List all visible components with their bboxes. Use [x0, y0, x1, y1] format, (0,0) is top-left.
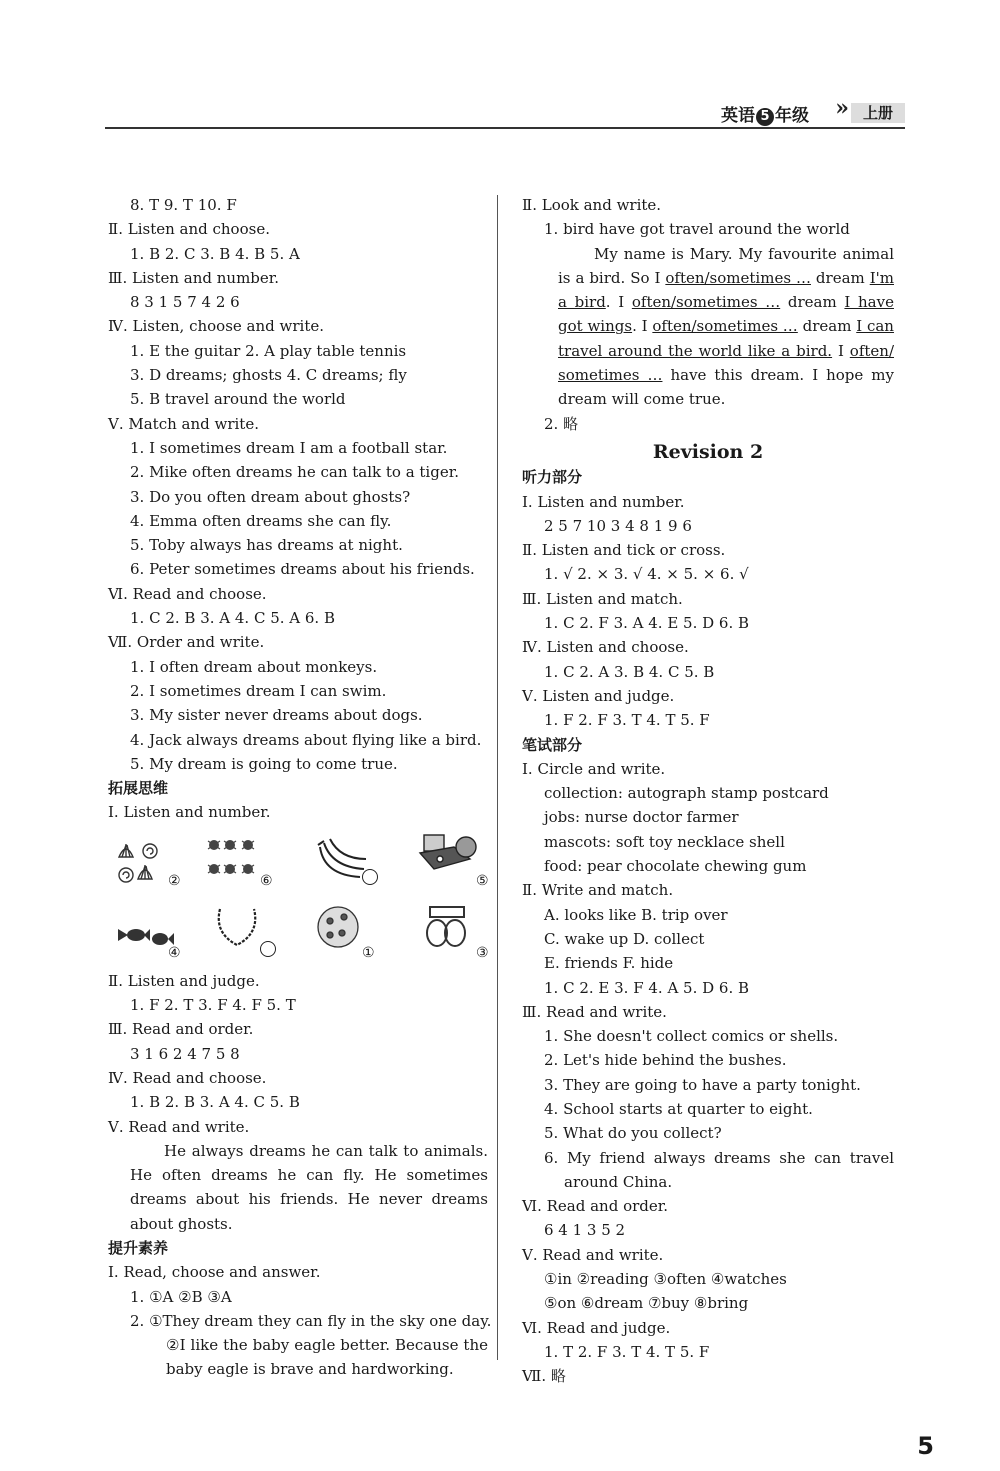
answer-line: 5. B travel around the world [130, 390, 346, 409]
question-heading: Ⅰ. Listen and number. [108, 803, 271, 822]
pizza-icon [314, 903, 364, 960]
question-heading: Ⅲ. Read and order. [108, 1020, 254, 1039]
answer-line: 1. She doesn't collect comics or shells. [544, 1027, 839, 1046]
answer-line: 4. Jack always dreams about flying like a bird. [130, 730, 482, 749]
question-heading: Ⅰ. Circle and write. [522, 759, 666, 778]
subject-label: 英语 5 年级 [721, 106, 809, 126]
number-circle: ③ [476, 944, 489, 961]
question-heading: Ⅲ. Listen and number. [108, 268, 280, 287]
answer-line: 5. What do you collect? [544, 1124, 722, 1143]
answer-line: 2. I sometimes dream I can swim. [130, 681, 387, 700]
answer-line: 1. √ 2. × 3. √ 4. × 5. × 6. √ [544, 565, 749, 584]
answer-line: 3. My sister never dreams about dogs. [130, 706, 423, 725]
answer-line: 1. C 2. F 3. A 4. E 5. D 6. B [544, 614, 750, 633]
question-heading: Ⅶ. Order and write. [108, 633, 265, 652]
empty-answer-circle [362, 869, 378, 893]
picture-row-1 [108, 825, 488, 897]
number-circle: ④ [168, 944, 181, 961]
left-column [108, 193, 492, 1382]
answer-line: 5. Toby always has dreams at night. [130, 536, 403, 555]
answer-line: 2. Mike often dreams he can talk to a tiger. [130, 463, 460, 482]
question-heading: Ⅵ. Read and choose. [108, 584, 267, 603]
answer-line: 1. ①A ②B ③A [130, 1287, 232, 1306]
right-column [522, 193, 894, 1389]
bugs-icon [206, 835, 262, 892]
section-heading: 提升素养 [108, 1238, 169, 1257]
question-heading: Ⅱ. Listen and tick or cross. [522, 541, 726, 560]
section-heading: 拓展思维 [108, 779, 169, 798]
grade-badge: 5 [756, 108, 774, 126]
answer-line: 2 5 7 10 3 4 8 1 9 6 [544, 516, 692, 535]
answer-line: 1. I often dream about monkeys. [130, 657, 378, 676]
section-heading: 听力部分 [522, 468, 583, 487]
candy-icon [114, 915, 174, 962]
question-heading: Ⅲ. Listen and match. [522, 589, 683, 608]
answer-line: 1. E the guitar 2. A play table tennis [130, 341, 407, 360]
answer-paragraph: My name is Mary. My favourite animal is a bird. So I often/sometimes … dream I'm a bird. I often/sometimes … dream I have got wings. I often/sometimes … dream I can travel around the world like a bird. I often/ sometimes … have this dream. I hope my dream will come true. [558, 244, 894, 409]
answer-line: 8. T 9. T 10. F [130, 196, 237, 214]
answer-line: 6. Peter sometimes dreams about his friends. [130, 560, 475, 579]
chevron-right-icon: » [835, 95, 843, 121]
shells-icon [114, 835, 174, 892]
answer-line: 6 4 1 3 5 2 [544, 1221, 626, 1240]
answer-line: 1. T 2. F 3. T 4. T 5. F [544, 1342, 710, 1361]
answer-line: 4. Emma often dreams she can fly. [130, 511, 392, 530]
question-heading: Ⅶ. 略 [522, 1367, 566, 1386]
question-heading: Ⅳ. Read and choose. [108, 1068, 267, 1087]
question-heading: Ⅴ. Match and write. [108, 414, 259, 433]
answer-line: A. looks like B. trip over [544, 905, 728, 924]
empty-answer-circle [260, 941, 276, 965]
answer-line: 6. My friend always dreams she can travel around China. [544, 1148, 894, 1191]
question-heading: Ⅲ. Read and write. [522, 1002, 667, 1021]
number-circle: ⑥ [260, 872, 273, 889]
answer-line: jobs: nurse doctor farmer [544, 808, 739, 827]
question-heading: Ⅰ. Read, choose and answer. [108, 1263, 321, 1282]
question-heading: Ⅴ. Read and write. [522, 1245, 664, 1264]
answer-line: 1. B 2. C 3. B 4. B 5. A [130, 244, 300, 263]
answer-line: 2. ①They dream they can fly in the sky one day. [130, 1311, 492, 1330]
answer-line: E. friends F. hide [544, 954, 674, 973]
section-heading: 笔试部分 [522, 735, 583, 754]
question-heading: Ⅴ. Read and write. [108, 1117, 250, 1136]
question-heading: Ⅰ. Listen and number. [522, 492, 685, 511]
answer-line: 4. School starts at quarter to eight. [544, 1099, 813, 1118]
header-rule [105, 127, 905, 129]
answer-line: 3. Do you often dream about ghosts? [130, 487, 411, 506]
question-heading: Ⅳ. Listen, choose and write. [108, 317, 324, 336]
answer-line: 1. I sometimes dream I am a football star. [130, 438, 448, 457]
question-heading: Ⅱ. Listen and judge. [108, 971, 260, 990]
rings-icon [422, 903, 472, 960]
answer-line: 2. 略 [544, 414, 579, 433]
page-header [105, 95, 905, 133]
question-heading: Ⅱ. Look and write. [522, 196, 662, 214]
answer-line: 1. F 2. T 3. F 4. F 5. T [130, 996, 296, 1015]
answer-line: collection: autograph stamp postcard [544, 784, 829, 803]
volume-label: 上册 [851, 103, 905, 123]
question-heading: Ⅱ. Listen and choose. [108, 220, 270, 239]
answer-line: 1. bird have got travel around the world [544, 220, 850, 239]
question-heading: Ⅱ. Write and match. [522, 881, 674, 900]
number-circle: ① [362, 944, 375, 961]
answer-line: ①in ②reading ③often ④watches [544, 1270, 787, 1289]
answer-line: ⑤on ⑥dream ⑦buy ⑧bring [544, 1294, 749, 1313]
answer-line: 3. They are going to have a party tonight. [544, 1075, 861, 1094]
column-divider [497, 195, 498, 1360]
answer-paragraph: He always dreams he can talk to animals. He often dreams he can fly. He sometimes dreams about his friends. He never dreams about ghosts. [130, 1141, 488, 1233]
answer-paragraph: ②I like the baby eagle better. Because the baby eagle is brave and hardworking. [166, 1336, 488, 1379]
answer-line: 3. D dreams; ghosts 4. C dreams; fly [130, 366, 407, 385]
number-circle: ⑤ [476, 872, 489, 889]
answer-line: 1. C 2. B 3. A 4. C 5. A 6. B [130, 609, 335, 628]
answer-line: mascots: soft toy necklace shell [544, 832, 785, 851]
answer-line: C. wake up D. collect [544, 929, 705, 948]
necklace-icon [212, 903, 262, 958]
answer-line: 2. Let's hide behind the bushes. [544, 1051, 787, 1070]
cake-icon [414, 829, 482, 892]
answer-line: food: pear chocolate chewing gum [544, 857, 807, 876]
answer-line: 8 3 1 5 7 4 2 6 [130, 293, 240, 312]
page-number: 5 [917, 1432, 934, 1460]
answer-line: 3 1 6 2 4 7 5 8 [130, 1044, 240, 1063]
answer-line: 1. F 2. F 3. T 4. T 5. F [544, 711, 710, 730]
question-heading: Ⅵ. Read and order. [522, 1197, 669, 1216]
picture-row-2 [108, 897, 488, 969]
question-heading: Ⅳ. Listen and choose. [522, 638, 689, 657]
question-heading: Ⅴ. Listen and judge. [522, 686, 675, 705]
revision-title: Revision 2 [652, 440, 764, 463]
number-circle: ② [168, 872, 181, 889]
question-heading: Ⅵ. Read and judge. [522, 1318, 671, 1337]
answer-line: 1. B 2. B 3. A 4. C 5. B [130, 1093, 300, 1112]
answer-line: 1. C 2. E 3. F 4. A 5. D 6. B [544, 978, 750, 997]
answer-line: 5. My dream is going to come true. [130, 754, 398, 773]
answer-line: 1. C 2. A 3. B 4. C 5. B [544, 662, 715, 681]
